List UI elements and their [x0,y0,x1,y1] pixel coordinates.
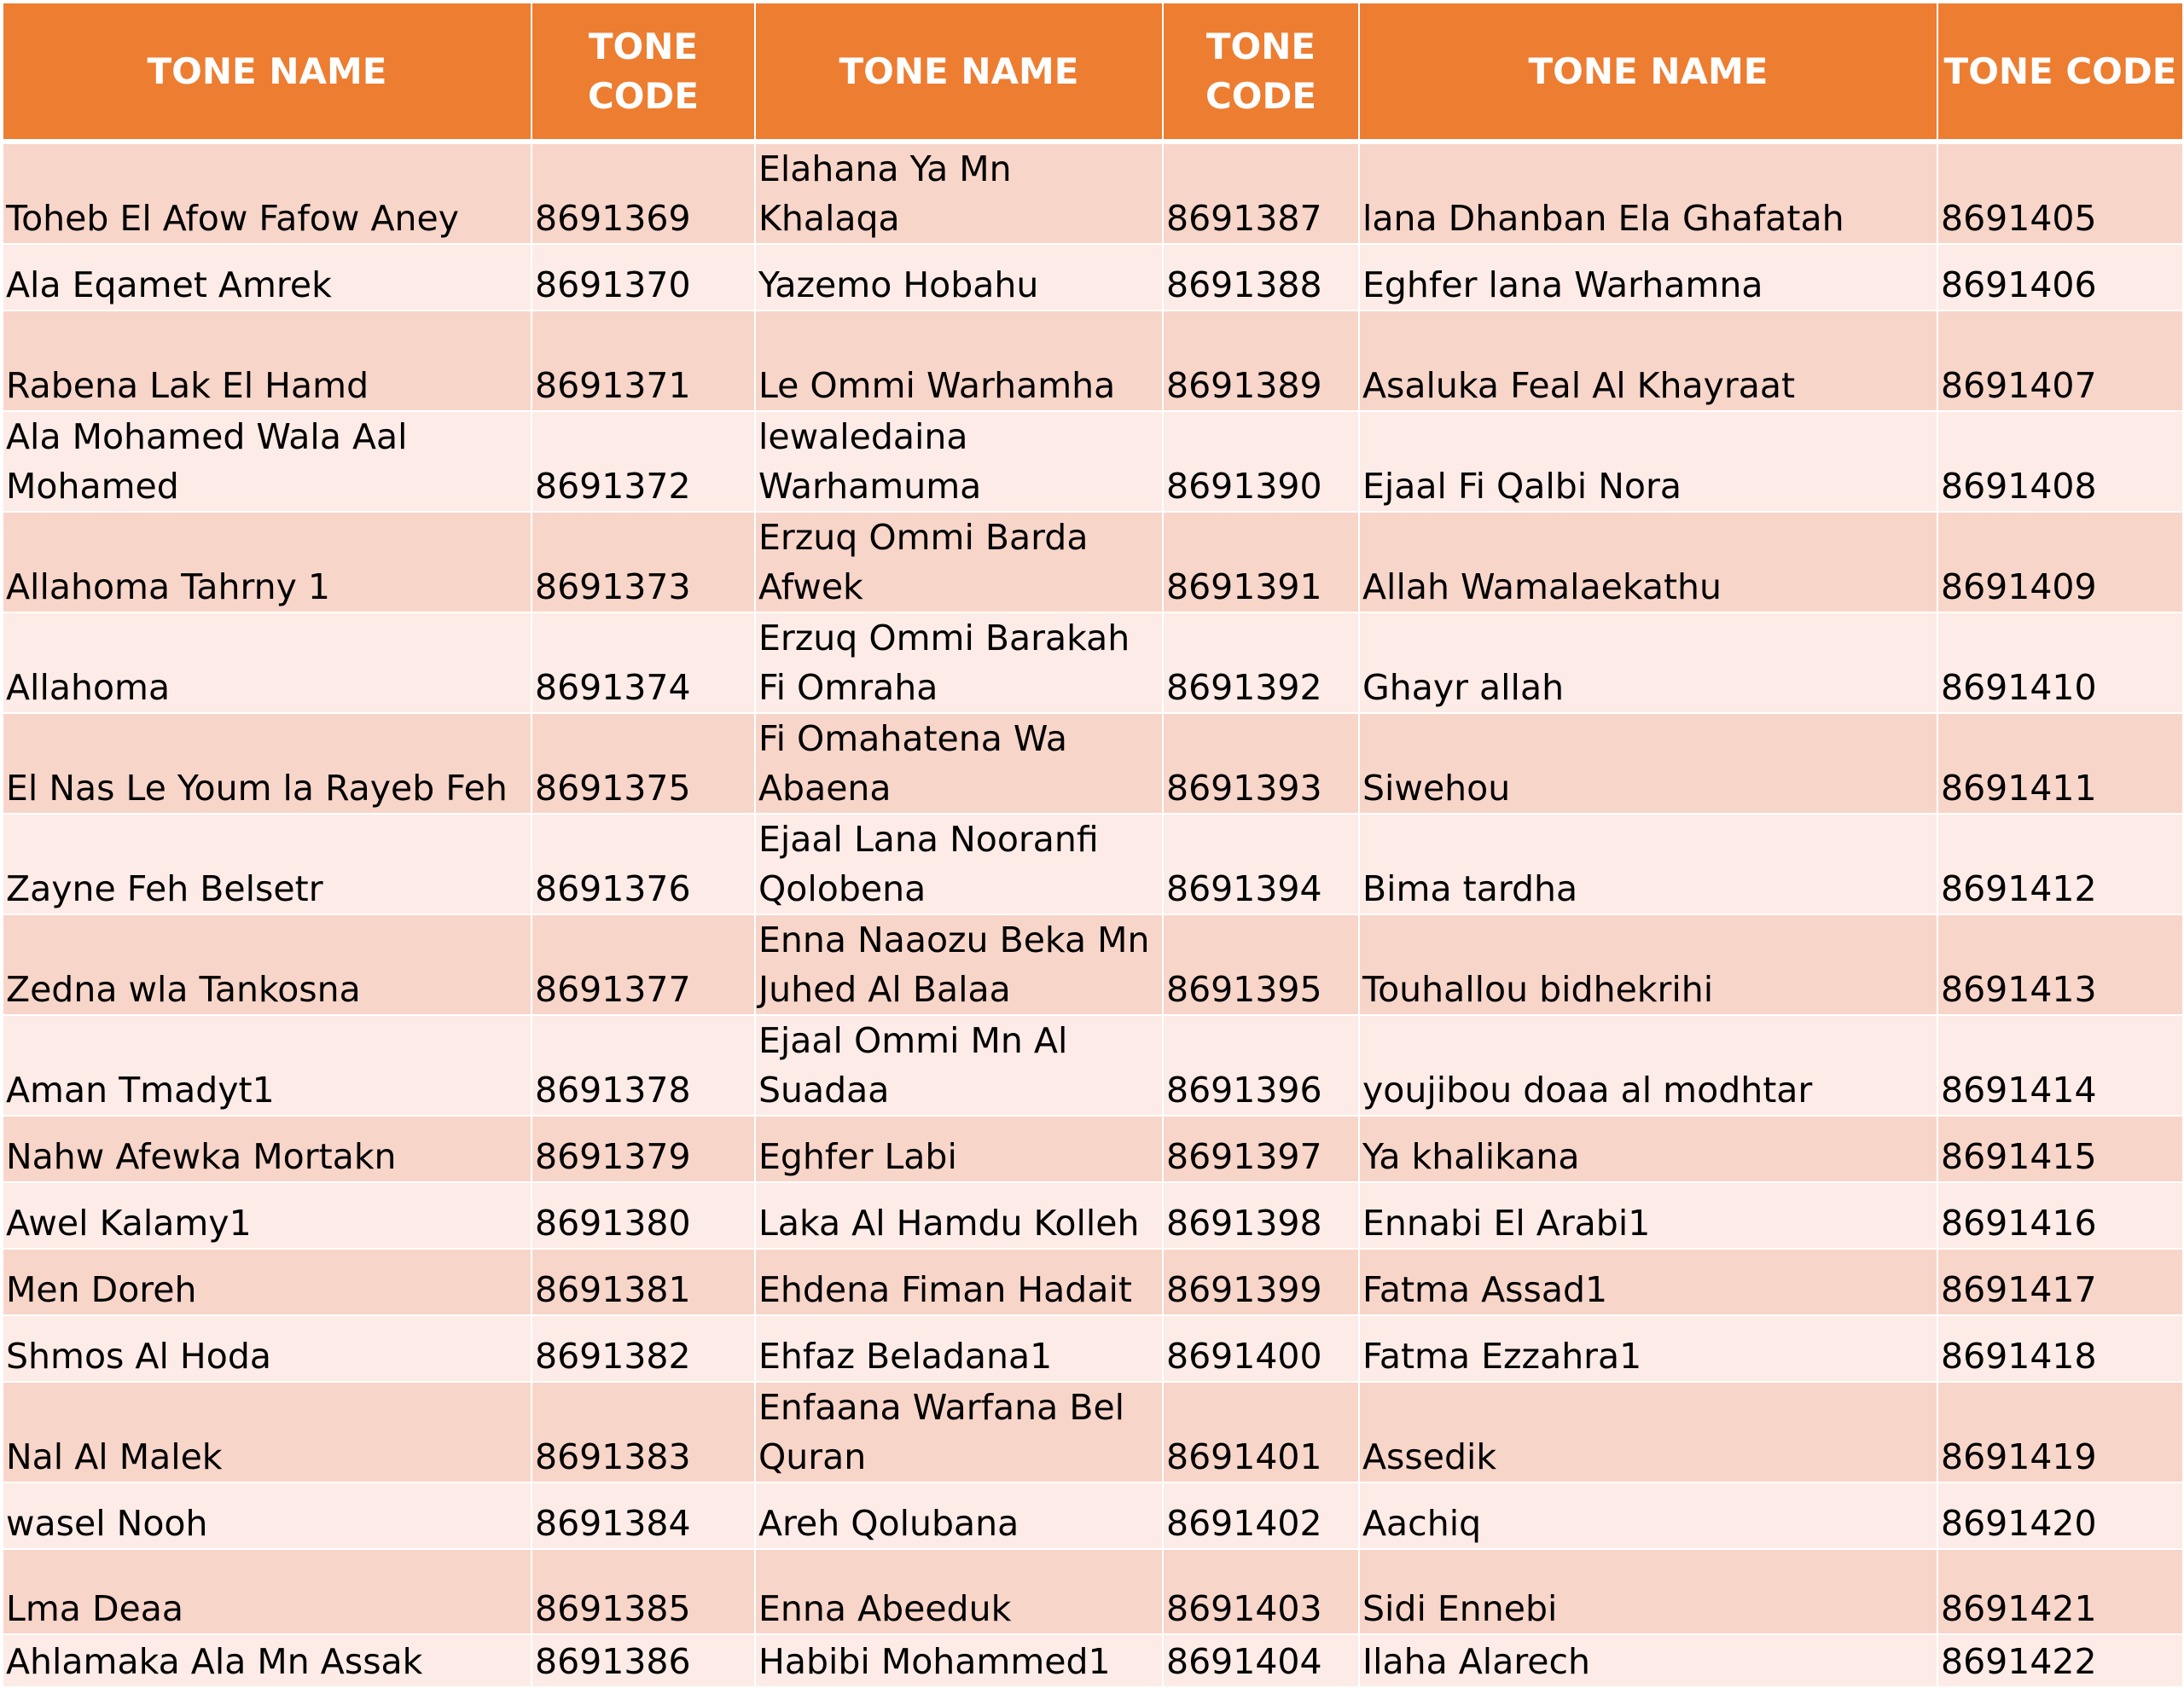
tone-name-cell: Assedik [1359,1382,1937,1482]
tone-code-cell: 8691386 [531,1634,755,1687]
tone-name-cell: Ehfaz Beladana1 [755,1315,1163,1382]
tone-name-cell: Enna Naaozu Beka Mn Juhed Al Balaa [755,914,1163,1015]
header-tone-code: TONE CODE [1937,3,2183,142]
tone-name-cell: Zayne Feh Belsetr [3,814,531,914]
table-row [3,914,2183,1015]
tone-code-cell: 8691384 [531,1482,755,1549]
tone-code-cell: 8691385 [531,1549,755,1634]
tone-name-cell: Ejaal Fi Qalbi Nora [1359,411,1937,512]
tone-code-cell: 8691370 [531,244,755,310]
tone-name-cell: Aman Tmadyt1 [3,1015,531,1116]
table-row [3,1382,2183,1482]
tone-code-cell: 8691388 [1163,244,1359,310]
tone-code-cell: 8691414 [1937,1015,2183,1116]
tone-name-cell: Fatma Assad1 [1359,1249,1937,1315]
tone-code-cell: 8691394 [1163,814,1359,914]
tone-name-cell: Enna Abeeduk [755,1549,1163,1634]
tone-code-cell: 8691406 [1937,244,2183,310]
tone-code-cell: 8691407 [1937,310,2183,411]
tone-name-cell: Rabena Lak El Hamd [3,310,531,411]
tone-name-cell: Ejaal Ommi Mn Al Suadaa [755,1015,1163,1116]
tone-code-cell: 8691418 [1937,1315,2183,1382]
tone-name-cell: Elahana Ya Mn Khalaqa [755,142,1163,244]
tone-code-cell: 8691389 [1163,310,1359,411]
tone-name-cell: Laka Al Hamdu Kolleh [755,1182,1163,1249]
tone-code-cell: 8691399 [1163,1249,1359,1315]
tone-code-cell: 8691412 [1937,814,2183,914]
tone-code-cell: 8691371 [531,310,755,411]
tone-name-cell: Ala Eqamet Amrek [3,244,531,310]
header-tone-name: TONE NAME [3,3,531,142]
table-row [3,310,2183,411]
tone-name-cell: Zedna wla Tankosna [3,914,531,1015]
table-row [3,1634,2183,1687]
tone-code-cell: 8691390 [1163,411,1359,512]
tone-code-cell: 8691413 [1937,914,2183,1015]
tone-code-cell: 8691409 [1937,512,2183,612]
tone-code-cell: 8691422 [1937,1634,2183,1687]
tone-name-cell: Erzuq Ommi Barda Afwek [755,512,1163,612]
tone-name-cell: Sidi Ennebi [1359,1549,1937,1634]
table-row [3,244,2183,310]
table-row [3,1015,2183,1116]
tone-name-cell: Ilaha Alarech [1359,1634,1937,1687]
tone-name-cell: Ala Mohamed Wala Aal Mohamed [3,411,531,512]
tone-code-cell: 8691401 [1163,1382,1359,1482]
tone-name-cell: Fi Omahatena Wa Abaena [755,713,1163,814]
tone-name-cell: Habibi Mohammed1 [755,1634,1163,1687]
tone-code-cell: 8691378 [531,1015,755,1116]
tone-code-cell: 8691403 [1163,1549,1359,1634]
tone-code-cell: 8691398 [1163,1182,1359,1249]
tone-code-cell: 8691404 [1163,1634,1359,1687]
table-row [3,1182,2183,1249]
tone-code-cell: 8691380 [531,1182,755,1249]
tone-code-cell: 8691420 [1937,1482,2183,1549]
tone-code-cell: 8691373 [531,512,755,612]
tone-name-cell: Shmos Al Hoda [3,1315,531,1382]
tone-code-cell: 8691376 [531,814,755,914]
tone-code-table [2,2,2184,1688]
tone-code-cell: 8691416 [1937,1182,2183,1249]
tone-name-cell: Eghfer Labi [755,1116,1163,1182]
header-tone-name: TONE NAME [755,3,1163,142]
tone-code-cell: 8691402 [1163,1482,1359,1549]
tone-name-cell: Fatma Ezzahra1 [1359,1315,1937,1382]
header-row [3,3,2183,142]
tone-code-cell: 8691421 [1937,1549,2183,1634]
tone-name-cell: Nal Al Malek [3,1382,531,1482]
tone-code-cell: 8691381 [531,1249,755,1315]
tone-name-cell: Ghayr allah [1359,612,1937,713]
tone-code-cell: 8691408 [1937,411,2183,512]
tone-code-cell: 8691415 [1937,1116,2183,1182]
tone-code-cell: 8691379 [531,1116,755,1182]
tone-name-cell: Asaluka Feal Al Khayraat [1359,310,1937,411]
tone-code-cell: 8691417 [1937,1249,2183,1315]
table-row [3,1249,2183,1315]
tone-code-cell: 8691387 [1163,142,1359,244]
tone-name-cell: Siwehou [1359,713,1937,814]
tone-name-cell: Awel Kalamy1 [3,1182,531,1249]
tone-name-cell: Enfaana Warfana Bel Quran [755,1382,1163,1482]
tone-name-cell: Le Ommi Warhamha [755,310,1163,411]
tone-code-cell: 8691369 [531,142,755,244]
table-row [3,142,2183,244]
tone-name-cell: Touhallou bidhekrihi [1359,914,1937,1015]
tone-name-cell: lewaledaina Warhamuma [755,411,1163,512]
tone-name-cell: Bima tardha [1359,814,1937,914]
tone-code-cell: 8691400 [1163,1315,1359,1382]
header-tone-code: TONE CODE [531,3,755,142]
tone-code-cell: 8691375 [531,713,755,814]
tone-code-cell: 8691419 [1937,1382,2183,1482]
tone-code-cell: 8691393 [1163,713,1359,814]
table-row [3,1116,2183,1182]
tone-code-cell: 8691382 [531,1315,755,1382]
table-row [3,1549,2183,1634]
tone-code-cell: 8691374 [531,612,755,713]
tone-code-cell: 8691392 [1163,612,1359,713]
tone-name-cell: El Nas Le Youm la Rayeb Feh [3,713,531,814]
tone-name-cell: Areh Qolubana [755,1482,1163,1549]
table-row [3,1482,2183,1549]
tone-name-cell: Ehdena Fiman Hadait [755,1249,1163,1315]
header-tone-code: TONE CODE [1163,3,1359,142]
tone-name-cell: Lma Deaa [3,1549,531,1634]
tone-name-cell: Allahoma Tahrny 1 [3,512,531,612]
header-tone-name: TONE NAME [1359,3,1937,142]
tone-code-cell: 8691405 [1937,142,2183,244]
tone-code-cell: 8691372 [531,411,755,512]
tone-name-cell: Toheb El Afow Fafow Aney [3,142,531,244]
tone-name-cell: Ennabi El Arabi1 [1359,1182,1937,1249]
tone-code-cell: 8691396 [1163,1015,1359,1116]
tone-name-cell: Yazemo Hobahu [755,244,1163,310]
tone-name-cell: lana Dhanban Ela Ghafatah [1359,142,1937,244]
tone-code-cell: 8691391 [1163,512,1359,612]
tone-code-cell: 8691411 [1937,713,2183,814]
table-row [3,713,2183,814]
tone-name-cell: Men Doreh [3,1249,531,1315]
table-row [3,512,2183,612]
tone-code-cell: 8691397 [1163,1116,1359,1182]
tone-code-cell: 8691377 [531,914,755,1015]
tone-name-cell: Allahoma [3,612,531,713]
tone-name-cell: Ejaal Lana Nooranfi Qolobena [755,814,1163,914]
tone-name-cell: wasel Nooh [3,1482,531,1549]
tone-name-cell: youjibou doaa al modhtar [1359,1015,1937,1116]
table-row [3,612,2183,713]
tone-code-cell: 8691395 [1163,914,1359,1015]
tone-name-cell: Nahw Afewka Mortakn [3,1116,531,1182]
tone-name-cell: Ya khalikana [1359,1116,1937,1182]
table-row [3,1315,2183,1382]
tone-name-cell: Allah Wamalaekathu [1359,512,1937,612]
tone-name-cell: Aachiq [1359,1482,1937,1549]
tone-name-cell: Eghfer lana Warhamna [1359,244,1937,310]
table-row [3,814,2183,914]
tone-name-cell: Erzuq Ommi Barakah Fi Omraha [755,612,1163,713]
tone-code-cell: 8691410 [1937,612,2183,713]
tone-name-cell: Ahlamaka Ala Mn Assak [3,1634,531,1687]
tone-code-cell: 8691383 [531,1382,755,1482]
table-row [3,411,2183,512]
